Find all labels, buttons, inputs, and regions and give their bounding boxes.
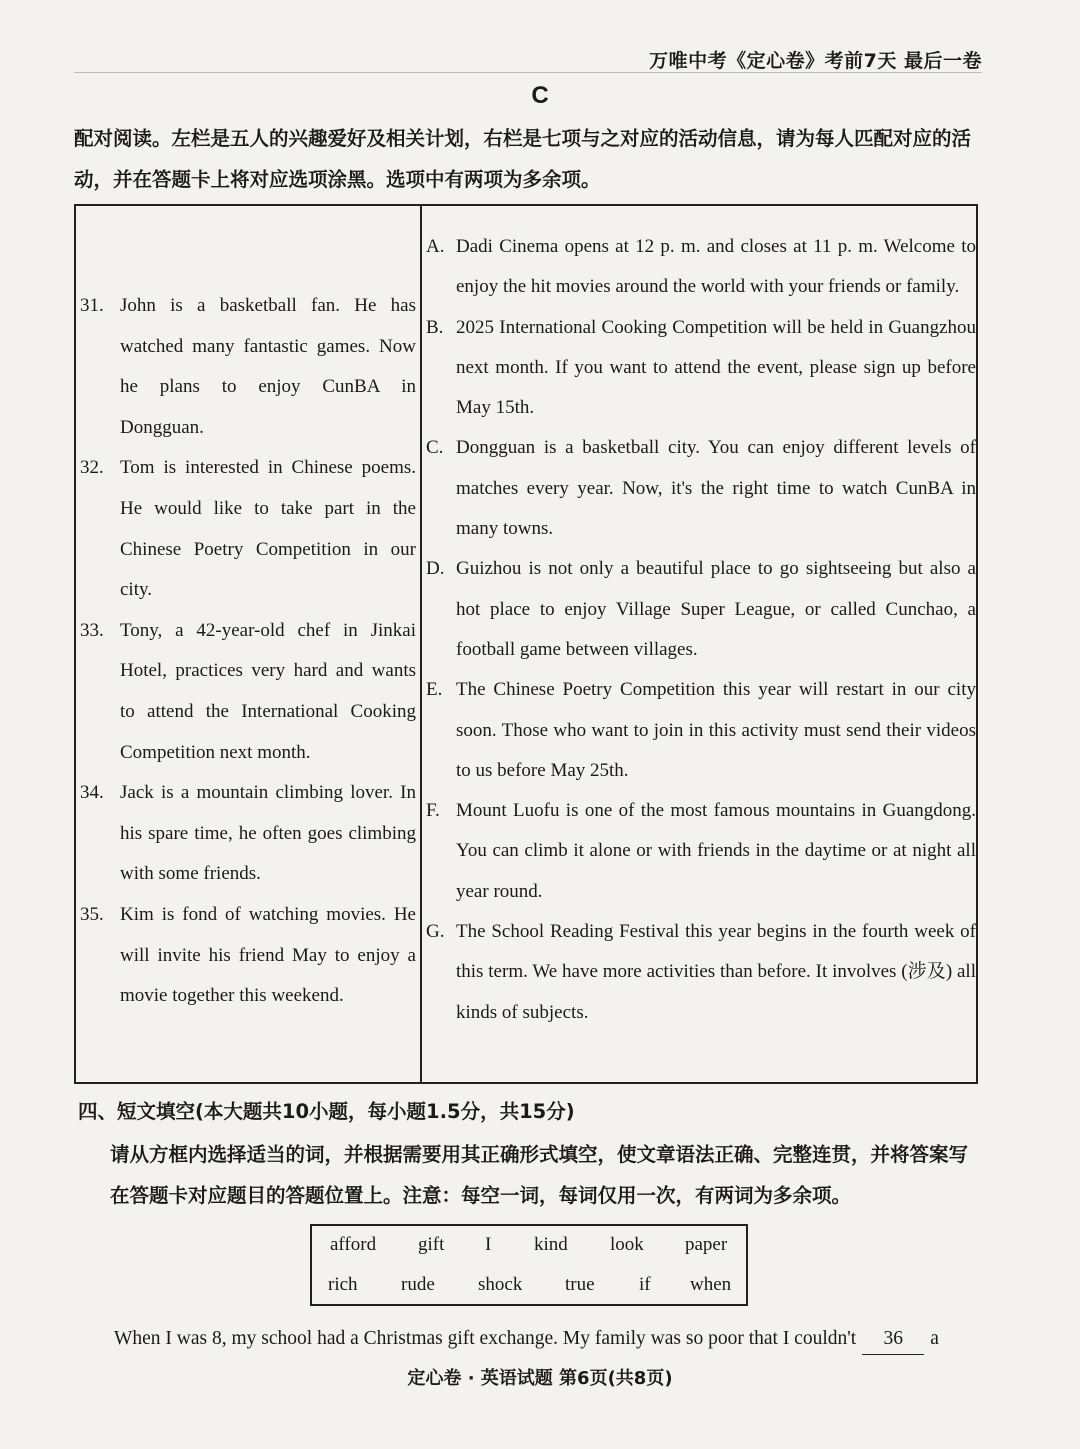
word: rich — [328, 1274, 358, 1295]
option-text: Guizhou is not only a beautiful place to go sightseeing but also a hot place to enjoy Village Super League, or called Cunchao, a football game between villages. — [456, 558, 976, 660]
person-text: Jack is a mountain climbing lover. In his spare time, he often goes climbing with some friends. — [120, 782, 416, 885]
page-header: 万唯中考《定心卷》考前7天 最后一卷 — [649, 50, 982, 72]
word: I — [485, 1234, 492, 1255]
option-text: The Chinese Poetry Competition this year will restart in our city soon. Those who want to join in this activity must send their videos to us before May 25th. — [456, 679, 976, 781]
header-rule — [74, 72, 982, 73]
matching-table — [74, 204, 978, 1084]
option-text: Mount Luofu is one of the most famous mountains in Guangdong. You can climb it alone or with friends in the daytime or at night all year round. — [456, 800, 976, 902]
word: true — [565, 1274, 595, 1295]
option-label: F. — [426, 800, 440, 822]
word-row-1 — [312, 1226, 746, 1266]
option-label: B. — [426, 316, 444, 338]
word: gift — [418, 1234, 445, 1255]
people-column — [80, 286, 416, 1017]
person-text: Tom is interested in Chinese poems. He would like to take part in the Chinese Poetry Competition in our city. — [120, 457, 416, 601]
option-item-e — [426, 670, 976, 791]
page-footer: 定心卷 · 英语试题 第6页(共8页) — [407, 1368, 673, 1389]
word: afford — [330, 1234, 377, 1255]
option-item-b — [426, 308, 976, 429]
person-item-34 — [80, 773, 416, 895]
word: rude — [401, 1274, 435, 1295]
option-item-c — [426, 428, 976, 549]
person-item-31 — [80, 286, 416, 448]
option-text: Dongguan is a basketball city. You can enjoy different levels of matches every year. Now, it's the right time to watch CunBA in many towns. — [456, 437, 976, 540]
section-letter: C — [531, 82, 549, 109]
blank-36: 36 — [862, 1324, 924, 1355]
option-text: Dadi Cinema opens at 12 p. m. and closes at 11 p. m. Welcome to enjoy the hit movies around the world with your friends or family. — [456, 236, 976, 298]
person-item-35 — [80, 895, 416, 1017]
person-text: Kim is fond of watching movies. He will invite his friend May to enjoy a movie together this weekend. — [120, 903, 416, 1007]
option-label: C. — [426, 437, 444, 459]
option-text: The School Reading Festival this year begins in the fourth week of this term. We have more activities than before. It involves (涉及) all kinds of subjects. — [456, 921, 976, 1023]
person-number: 34. — [80, 782, 104, 804]
word: paper — [685, 1234, 728, 1255]
option-item-a — [426, 227, 976, 308]
word-row-2 — [312, 1266, 746, 1306]
column-divider — [420, 206, 422, 1082]
option-label: E. — [426, 679, 443, 701]
person-number: 32. — [80, 457, 104, 479]
options-column — [426, 227, 976, 1033]
word: look — [610, 1234, 644, 1255]
option-text: 2025 International Cooking Competition will be held in Guangzhou next month. If you want to attend the event, please sign up before May 15th. — [456, 316, 976, 419]
person-number: 31. — [80, 295, 104, 316]
person-number: 35. — [80, 903, 104, 925]
option-item-d — [426, 549, 976, 670]
word: kind — [534, 1234, 568, 1255]
person-item-32 — [80, 448, 416, 610]
passage-start: When I was 8, my school had a Christmas gift exchange. My family was so poor that I couldn't — [114, 1328, 857, 1349]
person-text: Tony, a 42-year-old chef in Jinkai Hotel, practices very hard and wants to attend the International Cooking Competition next month. — [120, 619, 416, 763]
part4-instructions: 请从方框内选择适当的词，并根据需要用其正确形式填空，使文章语法正确、完整连贯，并将答案写在答题卡对应题目的答题位置上。注意：每空一词，每词仅用一次，有两词为多余项。 — [110, 1143, 969, 1207]
passage-text — [114, 1324, 984, 1355]
matching-instructions: 配对阅读。左栏是五人的兴趣爱好及相关计划，右栏是七项与之对应的活动信息，请为每人匹配对应的活动，并在答题卡上将对应选项涂黑。选项中有两项为多余项。 — [74, 127, 972, 191]
word-box — [310, 1224, 748, 1306]
option-item-f — [426, 791, 976, 912]
word: shock — [478, 1274, 523, 1295]
person-text: John is a basketball fan. He has watched many fantastic games. Now he plans to enjoy CunBA in Dongguan. — [120, 295, 416, 438]
person-number: 33. — [80, 619, 104, 641]
option-item-g — [426, 912, 976, 1033]
option-label: G. — [426, 921, 445, 943]
person-item-33 — [80, 611, 416, 773]
word: if — [639, 1274, 651, 1295]
passage-after: a — [930, 1328, 939, 1349]
word: when — [690, 1274, 732, 1295]
option-label: A. — [426, 236, 445, 257]
part4-title: 四、短文填空(本大题共10小题，每小题1.5分，共15分) — [78, 1100, 575, 1123]
option-label: D. — [426, 558, 445, 580]
